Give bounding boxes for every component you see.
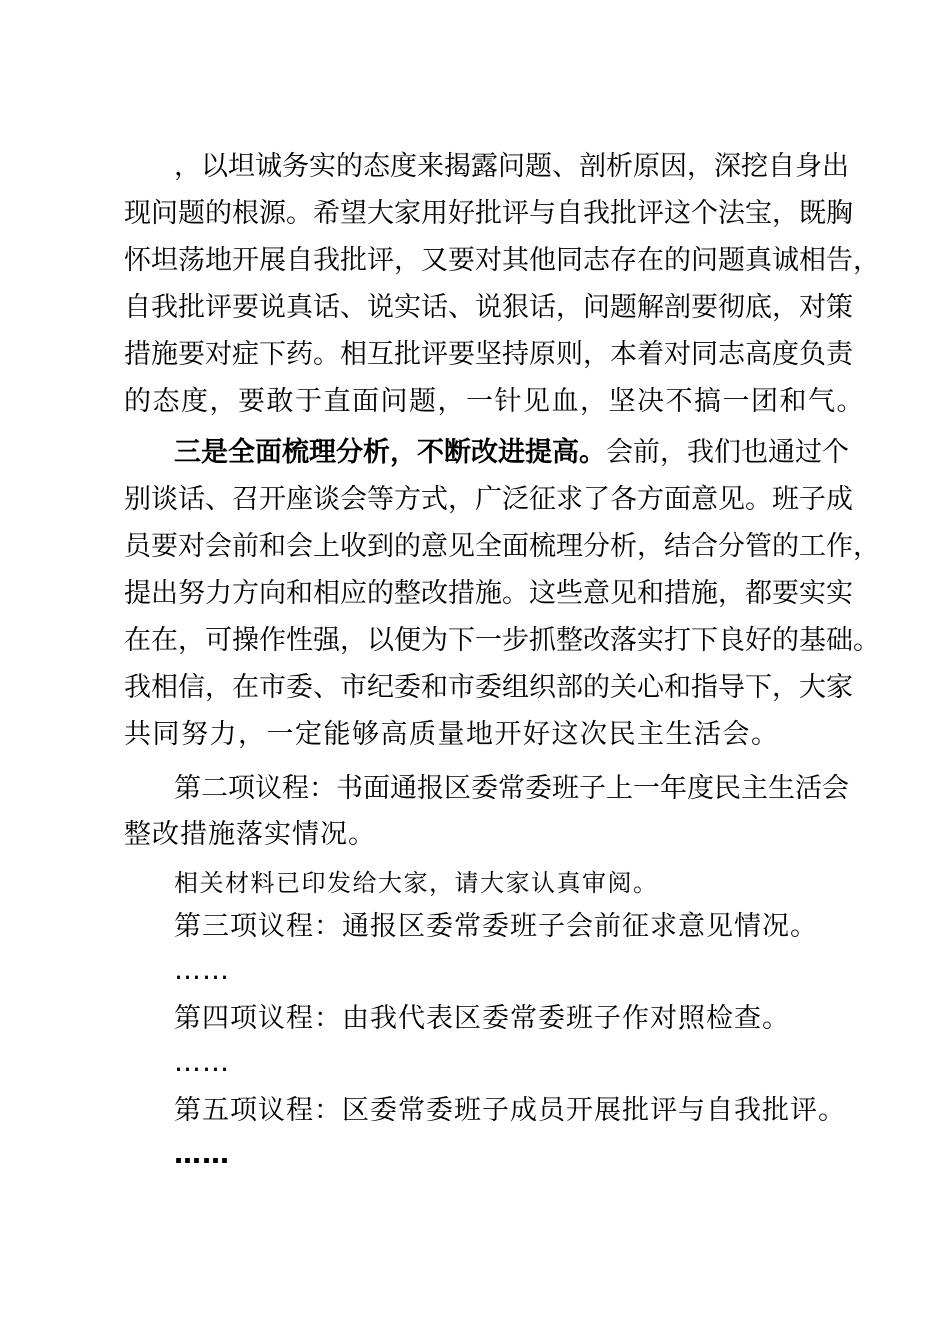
paragraph-line: 现问题的根源。希望大家用好批评与自我批评这个法宝，既胸: [124, 198, 853, 229]
paragraph-line: 措施要对症下药。相互批评要坚持原则，本着对同志高度负责: [124, 339, 853, 370]
ellipsis: ……: [174, 955, 230, 986]
paragraph-text: 会前，我们也通过个: [606, 437, 849, 468]
agenda-item-2-continued: 整改措施落实情况。: [124, 819, 376, 850]
ellipsis: ……: [174, 1139, 230, 1170]
paragraph-line: 在在，可操作性强，以便为下一步抓整改落实打下良好的基础。: [124, 625, 880, 656]
paragraph-line: 别谈话、召开座谈会等方式，广泛征求了各方面意见。班子成: [124, 484, 853, 515]
paragraph-line: 我相信，在市委、市纪委和市委组织部的关心和指导下，大家: [124, 672, 853, 703]
paragraph-line: 员要对会前和会上收到的意见全面梳理分析，结合分管的工作，: [124, 531, 880, 562]
agenda-item-4: 第四项议程：由我代表区委常委班子作对照检查。: [174, 1003, 790, 1034]
ellipsis: ……: [174, 1047, 230, 1078]
agenda-item-5: 第五项议程：区委常委班子成员开展批评与自我批评。: [174, 1095, 846, 1126]
paragraph-line: 自我批评要说真话、说实话、说狠话，问题解剖要彻底，对策: [124, 292, 853, 323]
paragraph-line: 的态度，要敢于直面问题，一针见血，坚决不搞一团和气。: [124, 386, 865, 417]
agenda-item-2: 第二项议程：书面通报区委常委班子上一年度民主生活会: [174, 773, 849, 804]
agenda-item-3: 第三项议程：通报区委常委班子会前征求意见情况。: [174, 911, 818, 942]
agenda-note: 相关材料已印发给大家，请大家认真审阅。: [174, 869, 659, 897]
paragraph-line: ，以坦诚务实的态度来揭露问题、剖析原因，深挖自身出: [174, 151, 849, 182]
paragraph-line: 共同努力，一定能够高质量地开好这次民主生活会。: [124, 719, 780, 750]
section-heading: 三是全面梳理分析，不断改进提高。: [174, 437, 606, 468]
paragraph-line: [174, 436, 849, 470]
paragraph-line: 提出努力方向和相应的整改措施。这些意见和措施，都要实实: [124, 578, 853, 609]
paragraph-line: 怀坦荡地开展自我批评，又要对其他同志存在的问题真诚相告，: [124, 245, 880, 276]
